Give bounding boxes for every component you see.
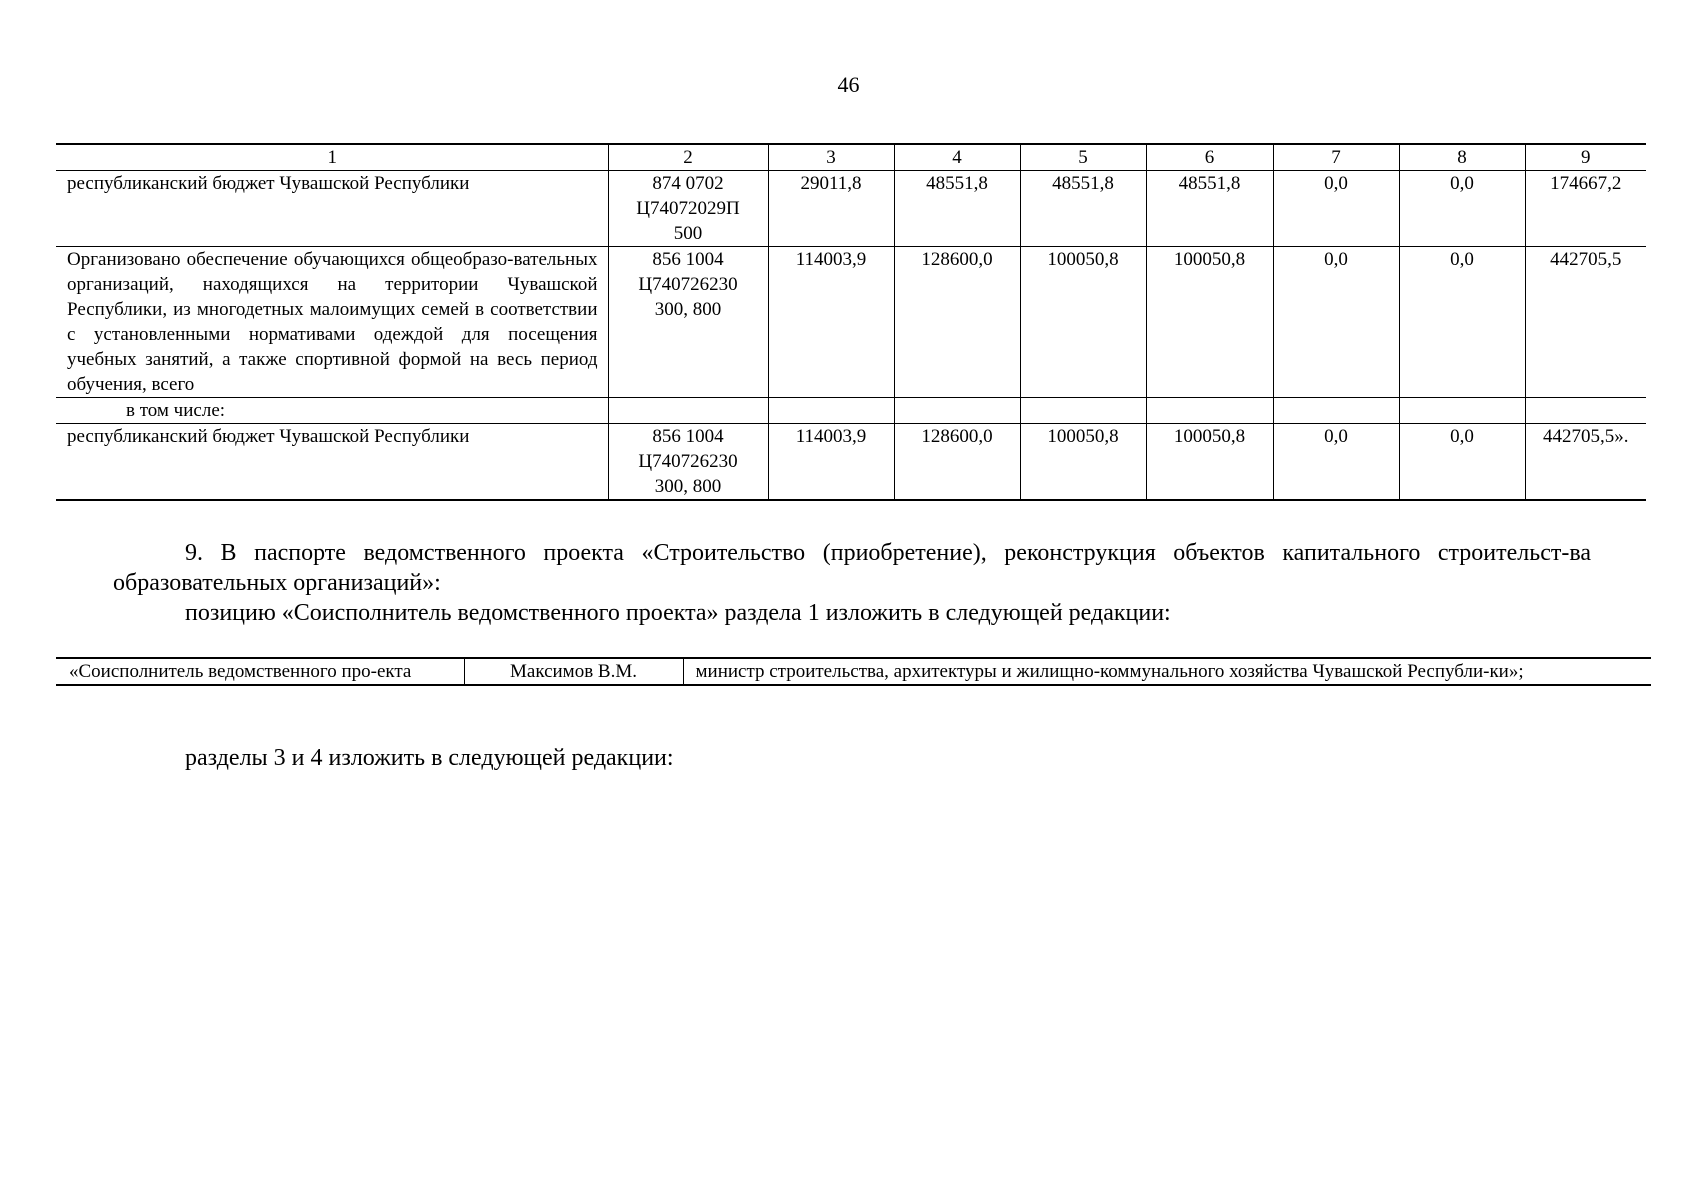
table-row: [56, 658, 1651, 685]
column-header: 4: [894, 144, 1020, 171]
financing-table: [56, 143, 1646, 501]
budget-code: [608, 424, 768, 501]
column-header: 7: [1273, 144, 1399, 171]
table-row: [56, 424, 1646, 501]
value-cell: [1399, 398, 1525, 424]
paragraph-9: 9. В паспорте ведомственного проекта «Строительство (приобретение), реконструкция объектов капитального строительст-ва образовательных организаций»:: [113, 540, 1591, 596]
value-cell: 0,0: [1399, 247, 1525, 398]
value-cell: 0,0: [1273, 424, 1399, 501]
value-cell: 442705,5».: [1525, 424, 1646, 501]
value-cell: 114003,9: [768, 424, 894, 501]
value-cell: 0,0: [1399, 424, 1525, 501]
value-cell: 100050,8: [1146, 424, 1273, 501]
co-executor-label: «Соисполнитель ведомственного про-екта: [56, 658, 464, 685]
value-cell: 128600,0: [894, 424, 1020, 501]
value-cell: [894, 398, 1020, 424]
paragraph-position: позицию «Соисполнитель ведомственного проекта» раздела 1 изложить в следующей редакции:: [185, 600, 1171, 626]
code-line: 856 1004: [652, 426, 724, 447]
table-row: [56, 247, 1646, 398]
value-cell: 174667,2: [1525, 171, 1646, 247]
code-line: 500: [673, 223, 703, 244]
value-cell: 114003,9: [768, 247, 894, 398]
code-line: 874 0702: [652, 173, 724, 194]
value-cell: 100050,8: [1020, 424, 1146, 501]
value-cell: 48551,8: [1020, 171, 1146, 247]
code-line: Ц740726230: [638, 274, 738, 295]
code-line: Ц74072029П: [636, 198, 740, 219]
value-cell: [1525, 398, 1646, 424]
column-header: 8: [1399, 144, 1525, 171]
paragraph-sections: разделы 3 и 4 изложить в следующей редакции:: [185, 745, 674, 771]
column-header: 3: [768, 144, 894, 171]
column-header: 2: [608, 144, 768, 171]
value-cell: 100050,8: [1020, 247, 1146, 398]
value-cell: 29011,8: [768, 171, 894, 247]
code-line: 300, 800: [654, 476, 722, 497]
table-row: [56, 398, 1646, 424]
column-header: 1: [56, 144, 608, 171]
code-line: 300, 800: [654, 299, 722, 320]
value-cell: [1020, 398, 1146, 424]
code-line: Ц740726230: [638, 451, 738, 472]
row-name: республиканский бюджет Чувашской Республики: [56, 424, 608, 501]
row-name: республиканский бюджет Чувашской Республики: [56, 171, 608, 247]
value-cell: 0,0: [1273, 171, 1399, 247]
value-cell: 128600,0: [894, 247, 1020, 398]
budget-code: [608, 171, 768, 247]
column-header: 6: [1146, 144, 1273, 171]
table-header-row: [56, 144, 1646, 171]
row-name: Организовано обеспечение обучающихся общеобразо-вательных организаций, находящихся на территории Чувашской Республики, из многодетных малоимущих семей в соответствии с установленными нормативами одеждой для посещения учебных занятий, а также спортивной формой на весь период обучения, всего: [56, 247, 608, 398]
value-cell: 442705,5: [1525, 247, 1646, 398]
column-header: 9: [1525, 144, 1646, 171]
value-cell: [1273, 398, 1399, 424]
budget-code: [608, 398, 768, 424]
value-cell: [1146, 398, 1273, 424]
row-name: в том числе:: [56, 398, 608, 424]
code-line: 856 1004: [652, 249, 724, 270]
page-number: 46: [837, 72, 860, 97]
value-cell: 0,0: [1273, 247, 1399, 398]
value-cell: 0,0: [1399, 171, 1525, 247]
value-cell: 48551,8: [1146, 171, 1273, 247]
value-cell: 100050,8: [1146, 247, 1273, 398]
column-header: 5: [1020, 144, 1146, 171]
co-executor-table: [56, 657, 1651, 686]
table-row: [56, 171, 1646, 247]
co-executor-person: Максимов В.М.: [464, 658, 683, 685]
value-cell: 48551,8: [894, 171, 1020, 247]
value-cell: [768, 398, 894, 424]
co-executor-position: министр строительства, архитектуры и жилищно-коммунального хозяйства Чувашской Республи-ки»;: [683, 658, 1651, 685]
budget-code: [608, 247, 768, 398]
